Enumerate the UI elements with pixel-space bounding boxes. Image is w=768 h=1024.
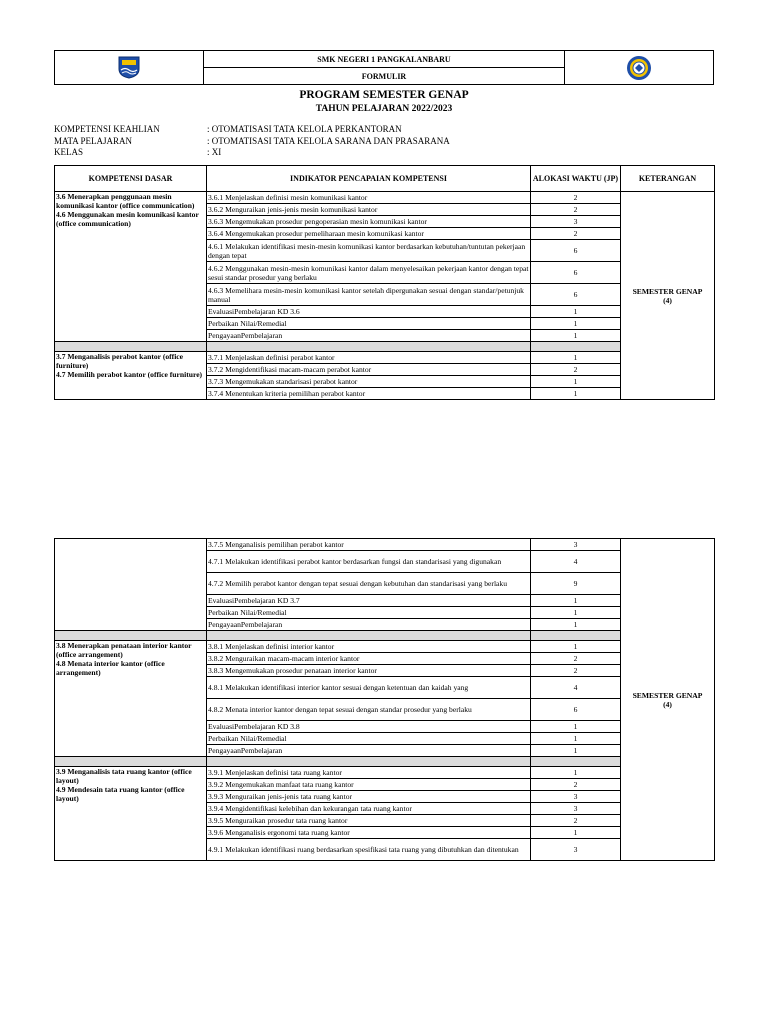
- indikator-cell: 4.6.2 Menggunakan mesin-mesin komunikasi kantor dalam menyelesaikan pekerjaan kantor dengan tepat sesui standar prosedur yang berlaku: [208, 263, 529, 282]
- meta-key: KELAS: [54, 147, 83, 157]
- school-name: SMK NEGERI 1 PANGKALANBARU: [204, 51, 565, 68]
- document-subtitle: TAHUN PELAJARAN 2022/2023: [315, 104, 453, 114]
- separator-cell: [207, 631, 531, 641]
- keterangan-label: SEMESTER GENAP: [632, 286, 703, 296]
- indikator-cell: 3.9.4 Mengidentifikasi kelebihan dan kekurangan tata ruang kantor: [207, 803, 531, 815]
- form-header: [54, 50, 714, 85]
- indikator-cell: 3.9.5 Menguraikan prosedur tata ruang kantor: [207, 815, 531, 827]
- jp-cell: 3: [531, 791, 621, 803]
- separator-row: [55, 757, 715, 767]
- kd-text: 3.9 Menganalisis tata ruang kantor (office layout): [56, 767, 192, 785]
- jp-cell: 1: [531, 595, 621, 607]
- jp-cell: 3: [531, 803, 621, 815]
- indikator-cell: EvaluasiPembelajaran KD 3.7: [207, 595, 531, 607]
- indikator-cell: Perbaikan Nilai/Remedial: [207, 318, 531, 330]
- separator-cell: [55, 757, 207, 767]
- jp-cell: 4: [531, 551, 621, 573]
- jp-cell: 1: [531, 745, 621, 757]
- separator-cell: [531, 757, 621, 767]
- jp-cell: 2: [531, 665, 621, 677]
- indikator-cell: 4.8.1 Melakukan identifikasi interior kantor sesuai dengan ketentuan dan kaidah yang: [207, 677, 531, 699]
- program-table-page2: [54, 538, 715, 861]
- indikator-cell: 3.6.4 Mengemukakan prosedur pemeliharaan mesin komunikasi kantor: [207, 228, 531, 240]
- meta-key: KOMPETENSI KEAHLIAN: [54, 124, 160, 134]
- jp-cell: 1: [531, 827, 621, 839]
- table-row: [55, 767, 715, 779]
- column-header-jp: ALOKASI WAKTU (JP): [531, 166, 621, 192]
- indikator-cell: 3.6.3 Mengemukakan prosedur pengoperasian mesin komunikasi kantor: [207, 216, 531, 228]
- jp-cell: 6: [531, 262, 621, 284]
- indikator-cell: 3.7.3 Mengemukakan standarisasi perabot kantor: [207, 376, 531, 388]
- meta-value: : XI: [207, 147, 222, 157]
- separator-cell: [207, 757, 531, 767]
- kompetensi-dasar-cell: [55, 192, 207, 342]
- indikator-cell: PengayaanPembelajaran: [207, 619, 531, 631]
- kompetensi-dasar-cell: [55, 641, 207, 757]
- jp-cell: 1: [531, 352, 621, 364]
- indikator-cell: 3.8.2 Menguraikan macam-macam interior kantor: [207, 653, 531, 665]
- jp-cell: 2: [531, 228, 621, 240]
- keterangan-value: (4): [663, 699, 672, 709]
- jp-cell: 1: [531, 388, 621, 400]
- indikator-cell: 3.9.2 Mengemukakan manfaat tata ruang kantor: [207, 779, 531, 791]
- indikator-cell: 3.8.1 Menjelaskan definisi interior kantor: [207, 641, 531, 653]
- kd-text: 3.6 Menerapkan penggunaan mesin komunikasi kantor (office communication): [56, 192, 195, 210]
- jp-cell: 1: [531, 607, 621, 619]
- separator-cell: [55, 631, 207, 641]
- meta-row: [54, 136, 450, 148]
- jp-cell: 1: [531, 306, 621, 318]
- form-label: FORMULIR: [204, 68, 565, 85]
- indikator-cell: 3.9.3 Menguraikan jenis-jenis tata ruang kantor: [207, 791, 531, 803]
- jp-cell: 2: [531, 779, 621, 791]
- indikator-cell: 3.7.1 Menjelaskan definisi perabot kantor: [207, 352, 531, 364]
- separator-cell: [531, 342, 621, 352]
- indikator-cell: 3.7.4 Menentukan kriteria pemilihan perabot kantor: [207, 388, 531, 400]
- indikator-cell: 3.7.5 Menganalisis pemilihan perabot kantor: [207, 539, 531, 551]
- jp-cell: 1: [531, 733, 621, 745]
- indikator-cell: 4.6.3 Memelihara mesin-mesin komunikasi kantor setelah dipergunakan sesuai dengan standar/petunjuk manual: [207, 284, 531, 306]
- table-row: [55, 352, 715, 364]
- column-header-ipk: INDIKATOR PENCAPAIAN KOMPETENSI: [207, 166, 531, 192]
- kd-text: 4.6 Menggunakan mesin komunikasi kantor (office communication): [56, 210, 199, 228]
- kd-text: 3.7 Menganalisis perabot kantor (office furniture): [56, 352, 184, 370]
- jp-cell: 2: [531, 653, 621, 665]
- keterangan-cell: [621, 539, 715, 861]
- jp-cell: 2: [531, 192, 621, 204]
- separator-row: [55, 342, 715, 352]
- kd-text: 4.7 Memilih perabot kantor (office furniture): [56, 370, 203, 379]
- kompetensi-dasar-cell: [55, 767, 207, 861]
- keterangan-cell: [621, 192, 715, 400]
- indikator-cell: 3.9.1 Menjelaskan definisi tata ruang kantor: [207, 767, 531, 779]
- jp-cell: 1: [531, 330, 621, 342]
- indikator-cell: EvaluasiPembelajaran KD 3.6: [207, 306, 531, 318]
- indikator-cell: Perbaikan Nilai/Remedial: [207, 607, 531, 619]
- indikator-cell: 3.8.3 Mengemukakan prosedur penataan interior kantor: [207, 665, 531, 677]
- meta-key: MATA PELAJARAN: [54, 135, 133, 146]
- jp-cell: 9: [531, 573, 621, 595]
- table-header-row: [55, 166, 715, 192]
- separator-cell: [207, 342, 531, 352]
- kd-text: 4.9 Mendesain tata ruang kantor (office layout): [56, 785, 185, 803]
- indikator-cell: 4.7.2 Memilih perabot kantor dengan tepat sesuai dengan kebutuhan dan standarisasi yang berlaku: [207, 573, 531, 595]
- meta-value: : OTOMATISASI TATA KELOLA SARANA DAN PRASARANA: [207, 135, 450, 146]
- keterangan-value: (4): [663, 295, 672, 305]
- kd-text: 4.8 Menata interior kantor (office arrangement): [56, 659, 165, 677]
- keterangan-label: SEMESTER GENAP: [632, 690, 703, 700]
- jp-cell: 1: [531, 641, 621, 653]
- meta-block: [54, 124, 450, 159]
- separator-cell: [55, 342, 207, 352]
- jp-cell: 3: [531, 839, 621, 861]
- indikator-cell: 3.9.6 Menganalisis ergonomi tata ruang kantor: [207, 827, 531, 839]
- jp-cell: 2: [531, 204, 621, 216]
- indikator-cell: 4.6.1 Melakukan identifikasi mesin-mesin komunikasi kantor berdasarkan kebutuhan/tuntutan pekerjaan dengan tepat: [207, 240, 531, 262]
- school-emblem-icon: [626, 55, 652, 81]
- jp-cell: 1: [531, 767, 621, 779]
- indikator-cell: 3.6.1 Menjelaskan definisi mesin komunikasi kantor: [207, 192, 531, 204]
- jp-cell: 2: [531, 364, 621, 376]
- separator-row: [55, 631, 715, 641]
- jp-cell: 3: [531, 216, 621, 228]
- jp-cell: 6: [531, 284, 621, 306]
- program-table-page1: [54, 165, 715, 400]
- indikator-cell: PengayaanPembelajaran: [207, 330, 531, 342]
- jp-cell: 1: [531, 721, 621, 733]
- kd-text: 3.8 Menerapkan penataan interior kantor (office arrangement): [56, 641, 192, 659]
- jp-cell: 6: [531, 699, 621, 721]
- indikator-cell: Perbaikan Nilai/Remedial: [207, 733, 531, 745]
- indikator-cell: 4.7.1 Melakukan identifikasi perabot kantor berdasarkan fungsi dan standarisasi yang digunakan: [207, 551, 531, 573]
- jp-cell: 1: [531, 619, 621, 631]
- separator-cell: [531, 631, 621, 641]
- table-row: [55, 641, 715, 653]
- meta-row: [54, 124, 450, 136]
- province-emblem-icon: [117, 55, 141, 79]
- jp-cell: 6: [531, 240, 621, 262]
- jp-cell: 1: [531, 318, 621, 330]
- indikator-cell: 3.6.2 Menguraikan jenis-jenis mesin komunikasi kantor: [207, 204, 531, 216]
- document-title: PROGRAM SEMESTER GENAP: [299, 89, 469, 101]
- jp-cell: 1: [531, 376, 621, 388]
- indikator-cell: 4.8.2 Menata interior kantor dengan tepat sesuai dengan standar prosedur yang berlaku: [207, 699, 531, 721]
- indikator-cell: 4.9.1 Melakukan identifikasi ruang berdasarkan spesifikasi tata ruang yang dibutuhkan dan ditentukan: [207, 839, 531, 861]
- column-header-ket: KETERANGAN: [621, 166, 715, 192]
- indikator-cell: EvaluasiPembelajaran KD 3.8: [207, 721, 531, 733]
- meta-value: : OTOMATISASI TATA KELOLA PERKANTORAN: [207, 124, 402, 134]
- table-row: [55, 539, 715, 551]
- jp-cell: 3: [531, 539, 621, 551]
- column-header-kd: KOMPETENSI DASAR: [55, 166, 207, 192]
- table-row: [55, 192, 715, 204]
- indikator-cell: PengayaanPembelajaran: [207, 745, 531, 757]
- indikator-cell: 3.7.2 Mengidentifikasi macam-macam perabot kantor: [207, 364, 531, 376]
- jp-cell: 2: [531, 815, 621, 827]
- kompetensi-dasar-cell: [55, 539, 207, 631]
- jp-cell: 4: [531, 677, 621, 699]
- meta-row: [54, 147, 450, 159]
- kompetensi-dasar-cell: [55, 352, 207, 400]
